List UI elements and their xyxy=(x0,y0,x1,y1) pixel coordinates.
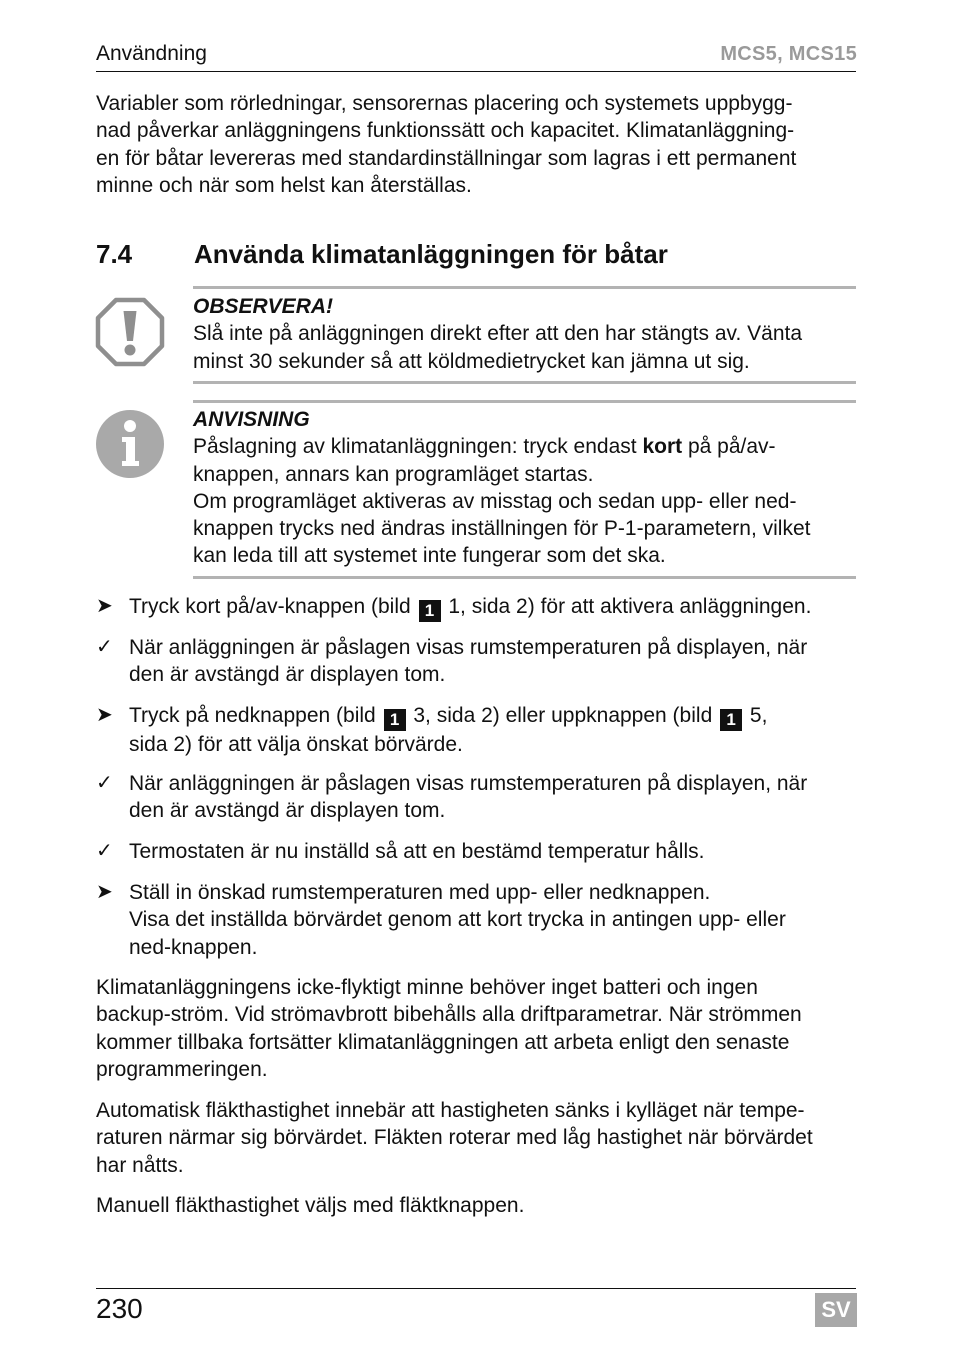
checkmark-icon: ✓ xyxy=(96,840,113,862)
note-notice xyxy=(193,406,856,570)
section-title: Använda klimatanläggningen för båtar xyxy=(194,239,668,269)
text-line: en för båtar levereras med standardinställningar som lagras i ett permanent xyxy=(96,146,797,170)
text-line: knappen trycks ned ändras inställningen för P-1-parametern, vilket xyxy=(193,517,811,541)
text-line: den är avstängd är displayen tom. xyxy=(129,799,446,823)
text-line: Slå inte på anläggningen direkt efter att den har stängts av. Vänta xyxy=(193,322,803,346)
text-line: sida 2) för att välja önskat börvärde. xyxy=(129,733,463,756)
running-header-model: MCS5, MCS15 xyxy=(720,43,857,65)
note-top-rule xyxy=(193,400,856,403)
text-line: När anläggningen är påslagen visas rumstemperaturen på displayen, när xyxy=(129,772,808,795)
header-divider xyxy=(96,71,856,72)
text-line: Variabler som rörledningar, sensorernas placering och systemets uppbygg- xyxy=(96,92,793,115)
text-run: Påslagning av klimatanläggningen: tryck endast xyxy=(193,435,643,459)
text-line: raturen närmar sig börvärdet. Fläkten roterar med låg hastighet när börvärdet xyxy=(96,1126,813,1150)
text-line: Manuell fläkthastighet väljs med fläktknappen. xyxy=(96,1194,525,1217)
body-paragraph xyxy=(96,1192,858,1219)
step-text xyxy=(129,593,869,622)
info-icon xyxy=(95,409,165,479)
text-line: knappen, annars kan programläget startas. xyxy=(193,462,594,486)
running-header-section: Användning xyxy=(96,42,207,65)
text-line: Klimatanläggningens icke-flyktigt minne behöver inget batteri och ingen xyxy=(96,976,758,999)
language-badge: SV xyxy=(815,1293,857,1327)
text-line: backup-ström. Vid strömavbrott bibehålls alla driftparametrar. När strömmen xyxy=(96,1003,802,1027)
figure-ref-badge: 1 xyxy=(419,600,441,622)
note-title: ANVISNING xyxy=(193,408,310,431)
text-run: Tryck kort på/av-knappen (bild xyxy=(129,595,417,618)
figure-ref-badge: 1 xyxy=(384,709,406,731)
text-line: har nåtts. xyxy=(96,1153,184,1177)
arrow-marker-icon: ➤ xyxy=(96,881,113,903)
text-line: ned-knappen. xyxy=(129,935,258,959)
text-line: Visa det inställda börvärdet genom att kort trycka in antingen upp- eller xyxy=(129,908,786,932)
intro-paragraph xyxy=(96,90,858,199)
caution-title: OBSERVERA! xyxy=(193,295,334,318)
text-line: När anläggningen är påslagen visas rumstemperaturen på displayen, när xyxy=(129,636,808,659)
text-run: Tryck på nedknappen (bild xyxy=(129,704,382,727)
text-line: programmeringen. xyxy=(96,1057,268,1081)
text-line xyxy=(193,433,856,460)
text-line: Om programläget aktiveras av misstag och sedan upp- eller ned- xyxy=(193,489,797,513)
section-heading xyxy=(96,239,668,269)
footer-divider xyxy=(96,1288,856,1289)
text-line: minst 30 sekunder så att köldmedietrycket kan jämna ut sig. xyxy=(193,349,750,373)
text-line: Automatisk fläkthastighet innebär att hastigheten sänks i kylläget när tempe- xyxy=(96,1099,805,1122)
arrow-marker-icon: ➤ xyxy=(96,704,113,726)
text-line: den är avstängd är displayen tom. xyxy=(129,663,446,687)
caution-notice xyxy=(193,293,856,375)
step-text xyxy=(129,838,869,865)
text-line: nad påverkar anläggningens funktionssätt och kapacitet. Klimatanläggning- xyxy=(96,119,795,143)
page-number: 230 xyxy=(96,1293,143,1324)
step-text xyxy=(129,702,869,758)
note-bottom-rule xyxy=(193,576,856,579)
text-line: Termostaten är nu inställd så att en bestämd temperatur hålls. xyxy=(129,840,705,863)
emphasis-text: kort xyxy=(642,435,683,459)
text-line: minne och när som helst kan återställas. xyxy=(96,173,472,197)
body-paragraph xyxy=(96,974,858,1083)
body-paragraph xyxy=(96,1097,858,1179)
arrow-marker-icon: ➤ xyxy=(96,595,113,617)
step-text xyxy=(129,770,869,825)
checkmark-icon: ✓ xyxy=(96,636,113,658)
text-run: 5, xyxy=(744,704,768,727)
caution-bottom-rule xyxy=(193,381,856,384)
text-line: Ställ in önskad rumstemperaturen med upp- eller nedknappen. xyxy=(129,881,711,904)
text-run: på på/av- xyxy=(682,435,776,459)
step-text xyxy=(129,879,869,961)
caution-top-rule xyxy=(193,286,856,289)
text-run: 3, sida 2) eller uppknappen (bild xyxy=(407,704,719,727)
text-run: 1, sida 2) för att aktivera anläggningen. xyxy=(442,595,812,618)
exclamation-octagon-icon xyxy=(95,297,165,367)
checkmark-icon: ✓ xyxy=(96,772,113,794)
text-line xyxy=(129,702,869,731)
section-number: 7.4 xyxy=(96,239,133,269)
figure-ref-badge: 1 xyxy=(720,709,742,731)
text-line: kommer tillbaka fortsätter klimatanläggningen att arbeta enligt den senaste xyxy=(96,1030,790,1054)
text-line: kan leda till att systemet inte fungerar som det ska. xyxy=(193,544,666,568)
step-text xyxy=(129,634,869,689)
